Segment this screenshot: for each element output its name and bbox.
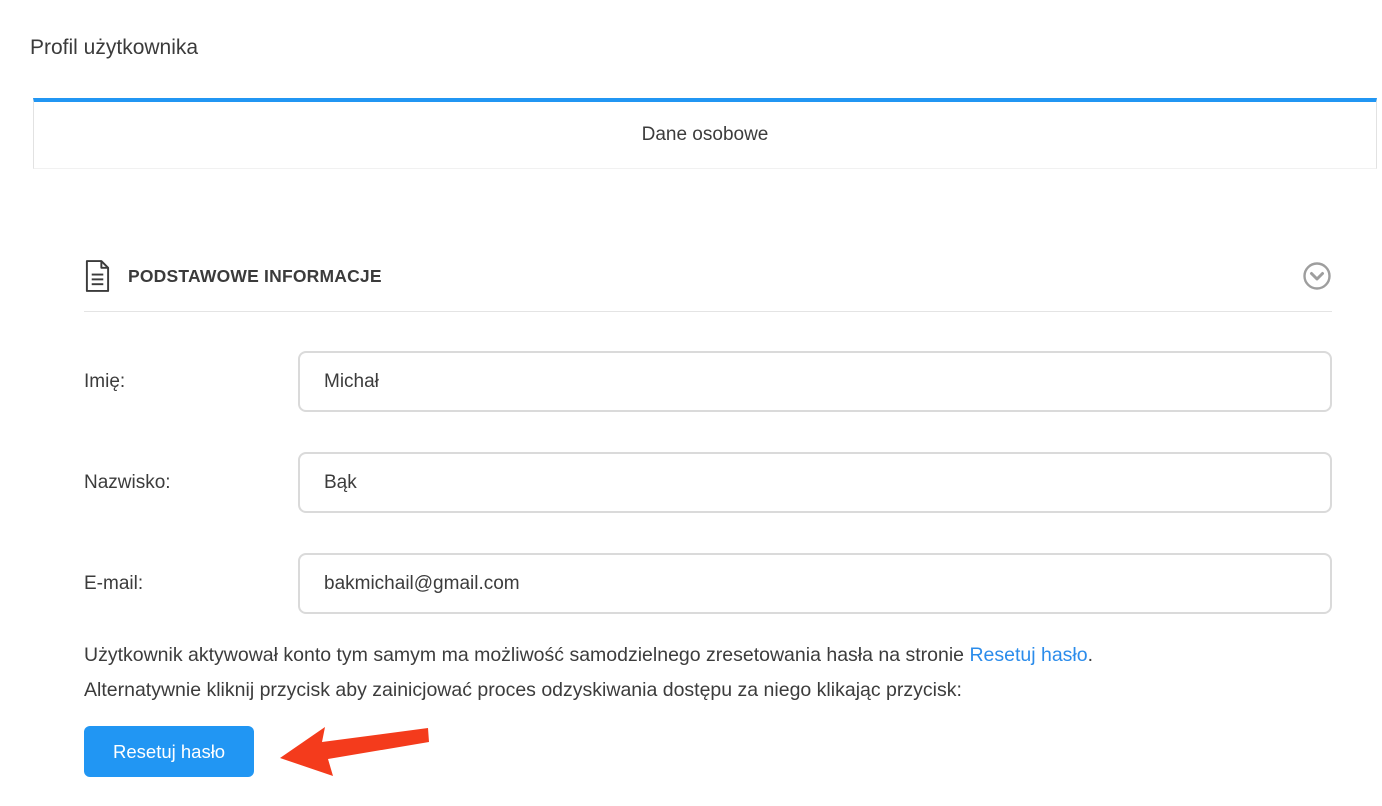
first-name-input[interactable] [298, 351, 1332, 412]
last-name-input[interactable] [298, 452, 1332, 513]
info-line1-period: . [1087, 644, 1094, 666]
last-name-label: Nazwisko: [84, 471, 171, 493]
section-header-basic-info [84, 256, 1332, 296]
email-label: E-mail: [84, 572, 144, 594]
page-title: Profil użytkownika [30, 36, 199, 60]
field-row-first-name [84, 351, 1332, 412]
tab-dane-osobowe[interactable]: Dane osobowe [641, 124, 769, 145]
email-input[interactable] [298, 553, 1332, 614]
section-divider [84, 311, 1332, 312]
reset-password-link[interactable]: Resetuj hasło [969, 644, 1088, 666]
field-row-last-name [84, 452, 1332, 513]
tab-bar [33, 98, 1377, 169]
field-row-email [84, 553, 1332, 614]
info-line1-text: Użytkownik aktywował konto tym samym ma możliwość samodzielnego zresetowania hasła na stronie [84, 644, 970, 666]
chevron-down-circle-icon[interactable] [1302, 261, 1332, 291]
password-reset-info [84, 638, 1359, 708]
info-line2-text: Alternatywnie kliknij przycisk aby zainicjować proces odzyskiwania dostępu za niego klikając przycisk: [84, 679, 962, 701]
red-arrow-left-icon [276, 723, 432, 779]
first-name-label: Imię: [84, 370, 126, 392]
reset-password-button[interactable]: Resetuj hasło [84, 726, 254, 777]
section-title: PODSTAWOWE INFORMACJE [128, 265, 382, 286]
document-icon [84, 259, 111, 293]
